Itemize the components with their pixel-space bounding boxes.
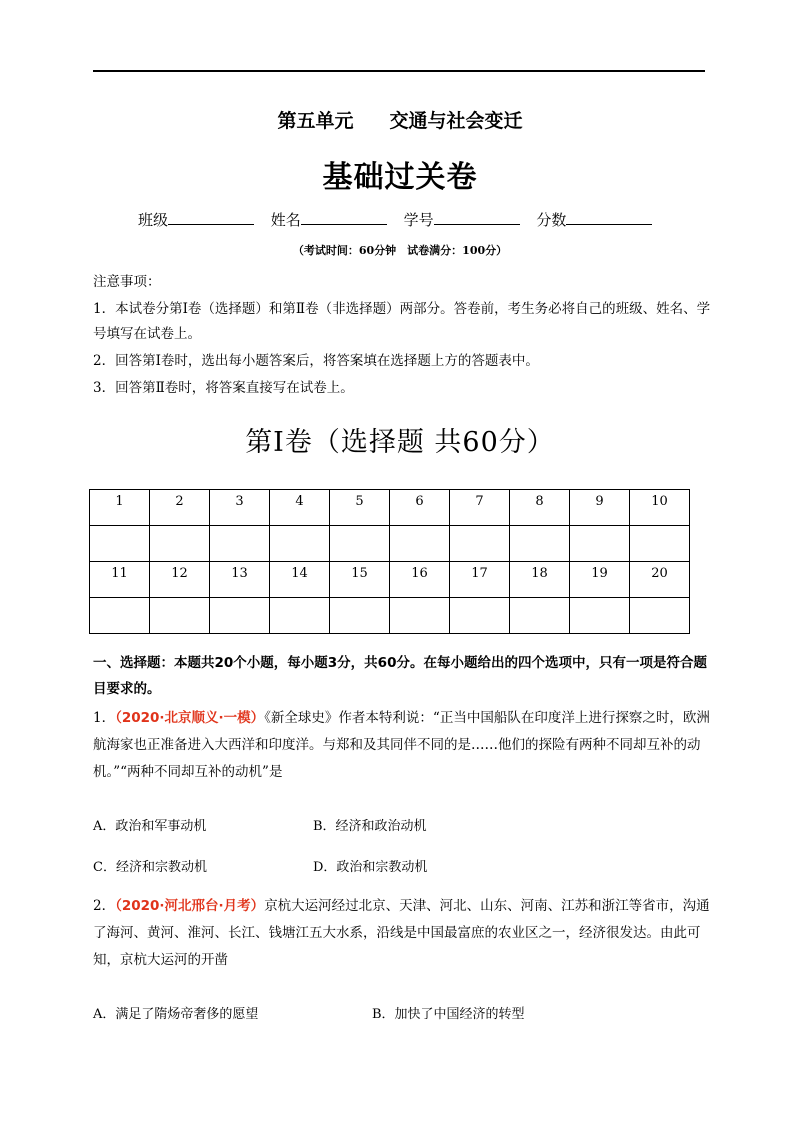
question-source: （2020·北京顺义·一模） xyxy=(115,710,265,726)
option-d[interactable]: D．政治和宗教动机 xyxy=(313,860,428,875)
answer-cell-input[interactable] xyxy=(570,526,630,562)
question-number: 1． xyxy=(93,710,116,726)
answer-cell-label: 12 xyxy=(150,562,210,598)
field-student-id-blank[interactable] xyxy=(434,210,520,225)
answer-cell-label: 6 xyxy=(390,490,450,526)
answer-cell-input[interactable] xyxy=(630,598,690,634)
unit-topic: 交通与社会变迁 xyxy=(389,110,523,132)
answer-cell-label: 11 xyxy=(90,562,150,598)
answer-cell-input[interactable] xyxy=(630,526,690,562)
answer-cell-label: 19 xyxy=(570,562,630,598)
field-score-blank[interactable] xyxy=(566,210,652,225)
question-2 xyxy=(93,893,713,974)
answer-cell-label: 14 xyxy=(270,562,330,598)
unit-title xyxy=(0,106,800,133)
answer-cell-input[interactable] xyxy=(510,598,570,634)
header-rule xyxy=(93,70,705,72)
answer-cell-label: 9 xyxy=(570,490,630,526)
answer-cell-input[interactable] xyxy=(270,598,330,634)
answer-cell-label: 18 xyxy=(510,562,570,598)
option-b[interactable]: B．加快了中国经济的转型 xyxy=(372,1007,525,1022)
note-item: 2．回答第Ⅰ卷时，选出每小题答案后，将答案填在选择题上方的答题表中。 xyxy=(93,353,539,369)
option-a[interactable]: A．政治和军事动机 xyxy=(93,819,207,834)
field-class: 班级 xyxy=(138,209,254,230)
answer-cell-input[interactable] xyxy=(450,526,510,562)
answer-cell-input[interactable] xyxy=(150,526,210,562)
answer-cell-label: 15 xyxy=(330,562,390,598)
answer-cell-input[interactable] xyxy=(210,526,270,562)
exam-meta: （考试时间：60分钟 试卷满分：100分） xyxy=(292,244,508,257)
field-student-id: 学号 xyxy=(404,209,520,230)
field-name-blank[interactable] xyxy=(301,210,387,225)
answer-cell-label: 7 xyxy=(450,490,510,526)
answer-cell-input[interactable] xyxy=(270,526,330,562)
student-info-line xyxy=(138,209,664,230)
question-source: （2020·河北邢台·月考） xyxy=(115,898,265,914)
answer-cell-label: 8 xyxy=(510,490,570,526)
question-stem: 京杭大运河经过北京、天津、河北、山东、河南、江苏和浙江等省市，沟通了海河、黄河、淮河、长江、钱塘江五大水系，沿线是中国最富庶的农业区之一，经济很发达。由此可知，京杭大运河的开凿 xyxy=(93,898,710,968)
field-score: 分数 xyxy=(536,209,652,230)
answer-cell-label: 16 xyxy=(390,562,450,598)
answer-cell-label: 17 xyxy=(450,562,510,598)
answer-table-input-row xyxy=(90,526,690,562)
answer-cell-input[interactable] xyxy=(390,526,450,562)
notes-heading: 注意事项： xyxy=(93,274,161,290)
answer-cell-input[interactable] xyxy=(90,598,150,634)
answer-table-number-row xyxy=(90,490,690,526)
field-name: 姓名 xyxy=(271,209,387,230)
answer-cell-input[interactable] xyxy=(510,526,570,562)
option-b[interactable]: B．经济和政治动机 xyxy=(313,819,427,834)
answer-cell-label: 1 xyxy=(90,490,150,526)
answer-cell-label: 5 xyxy=(330,490,390,526)
answer-table-input-row xyxy=(90,598,690,634)
question-1 xyxy=(93,705,713,786)
answer-cell-input[interactable] xyxy=(90,526,150,562)
question-stem: 《新全球史》作者本特利说：“正当中国船队在印度洋上进行探察之时，欧洲航海家也正准备进入大西洋和印度洋。与郑和及其同伴不同的是……他们的探险有两种不同却互补的动机。”“两种不同却互补的动机”是 xyxy=(93,710,710,780)
answer-table xyxy=(89,489,690,634)
answer-cell-input[interactable] xyxy=(150,598,210,634)
answer-cell-input[interactable] xyxy=(390,598,450,634)
answer-cell-label: 2 xyxy=(150,490,210,526)
answer-cell-label: 3 xyxy=(210,490,270,526)
part-one-heading: 一、选择题：本题共20个小题，每小题3分，共60分。在每小题给出的四个选项中，只有一项是符合题目要求的。 xyxy=(93,655,707,697)
answer-cell-label: 20 xyxy=(630,562,690,598)
unit-label: 第五单元 xyxy=(277,110,354,132)
note-item: 3．回答第Ⅱ卷时，将答案直接写在试卷上。 xyxy=(93,380,354,396)
option-c[interactable]: C．经济和宗教动机 xyxy=(93,860,207,875)
section-title: 第Ⅰ卷（选择题 共60分） xyxy=(245,427,555,458)
field-class-blank[interactable] xyxy=(168,210,254,225)
answer-cell-input[interactable] xyxy=(330,598,390,634)
notes-section xyxy=(93,270,713,403)
answer-cell-label: 10 xyxy=(630,490,690,526)
question-number: 2． xyxy=(93,898,116,914)
answer-cell-label: 4 xyxy=(270,490,330,526)
answer-cell-label: 13 xyxy=(210,562,270,598)
option-a[interactable]: A．满足了隋炀帝奢侈的愿望 xyxy=(93,1007,259,1022)
answer-table-number-row xyxy=(90,562,690,598)
answer-cell-input[interactable] xyxy=(210,598,270,634)
note-item: 1．本试卷分第Ⅰ卷（选择题）和第Ⅱ卷（非选择题）两部分。答卷前，考生务必将自己的班级、姓名、学号填写在试卷上。 xyxy=(93,301,711,342)
answer-cell-input[interactable] xyxy=(450,598,510,634)
answer-cell-input[interactable] xyxy=(330,526,390,562)
page-title: 基础过关卷 xyxy=(322,160,478,195)
answer-cell-input[interactable] xyxy=(570,598,630,634)
